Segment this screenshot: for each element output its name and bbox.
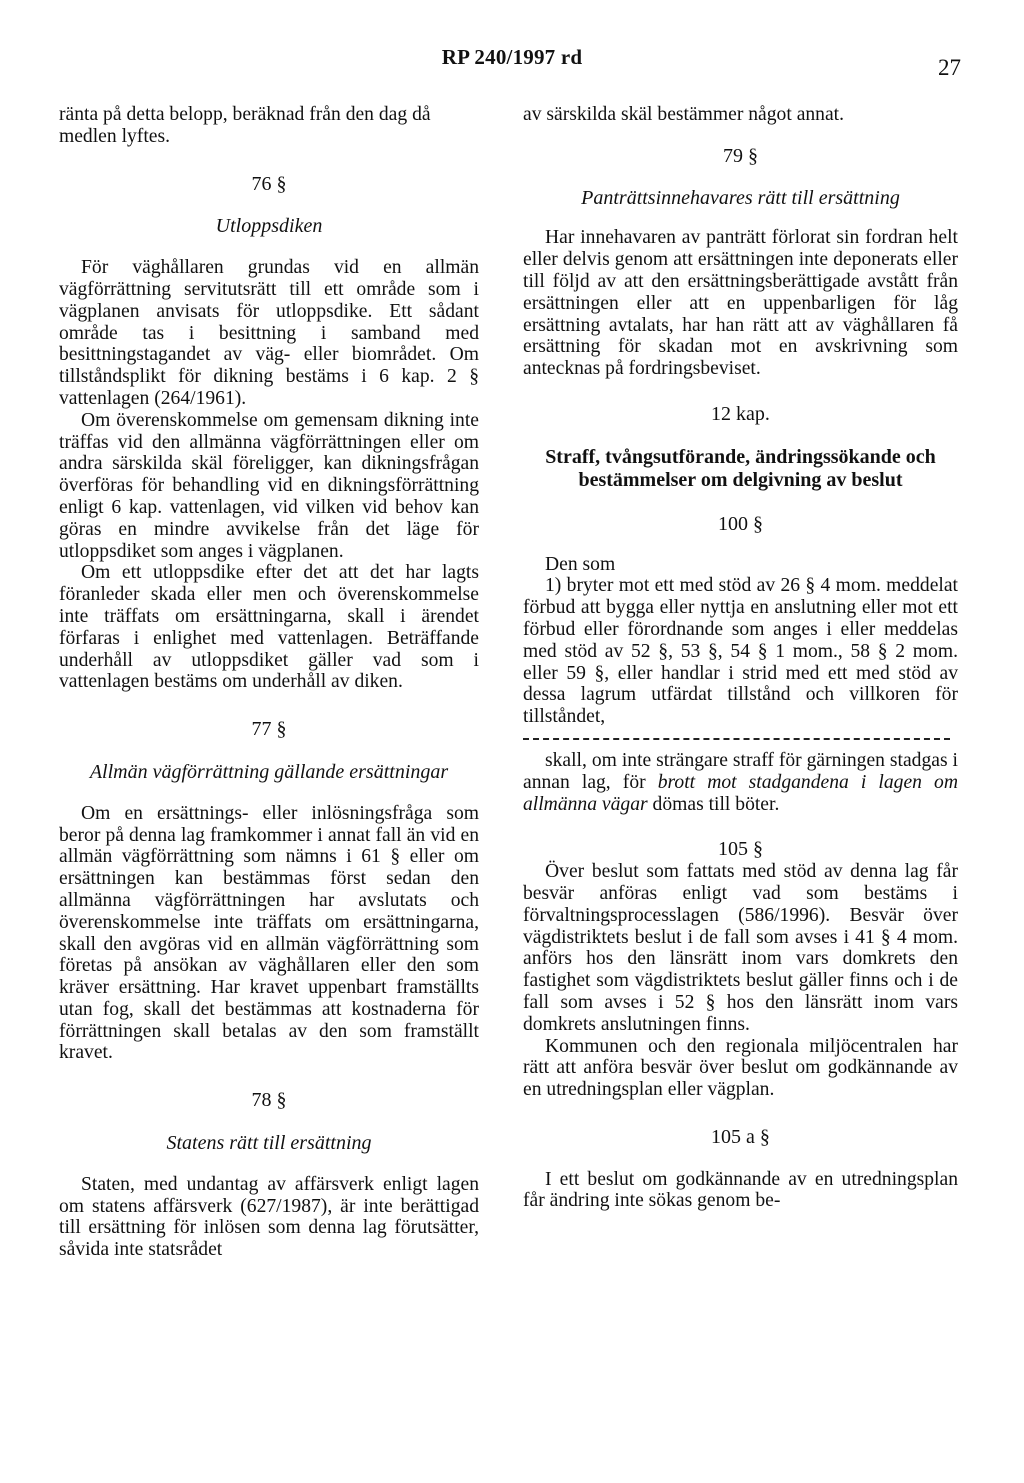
left-column xyxy=(59,104,479,1261)
chapter-title: Straff, tvångsutförande, ändringssökande och bestämmelser om delgivning av beslut xyxy=(545,445,936,491)
section-78-number: 78 § xyxy=(251,1089,287,1112)
right-column xyxy=(523,104,958,1212)
section-79-title: Panträttsinnehavares rätt till ersättning xyxy=(581,186,900,209)
section-76-paragraph-3: Om ett utloppsdike efter det att det har lagts föranleder skada eller men och överenskommelse inte träffats om ersättningarna, skall i ärendet förfaras i enlighet med vattenlagen. Beträffande underhåll av utloppsdiket gäller vad som i vattenlagen bestäms om underhåll av diken. xyxy=(59,562,479,693)
section-105-paragraph-2: Kommunen och den regionala miljöcentralen har rätt att anföra besvär över beslut om godkännande av en utredningsplan eller vägplan. xyxy=(523,1035,958,1101)
section-78-paragraph-1: Staten, med undantag av affärsverk enligt lagen om statens affärsverk (627/1987), är inte berättigad till ersättning för inlösen som denna lag förutsätter, såvida inte statsrådet xyxy=(59,1173,479,1261)
section-77-paragraph-1: Om en ersättnings- eller inlösningsfråga som beror på denna lag framkommer i annat fall än vid en allmän vägförrättning som nämns i 61 § eller om ersättningen kan bestämmas först sedan den allmänna vägförrättningen har avslutats och överenskommelse inte träffats om ersättningarna, skall den avgöras vid en allmän vägförrättning som företas på ansökan av väghållaren eller den som kräver ersättning. Har kravet uppenbart framställts utan fog, skall det bestämmas att kostnaderna för förrättningen skall betalas av den som framställt kravet. xyxy=(59,802,479,1064)
page-number: 27 xyxy=(938,55,961,80)
section-100-paragraph-1: Den som xyxy=(545,553,616,575)
continued-paragraph: av särskilda skäl bestämmer något annat. xyxy=(523,104,845,125)
section-100-p3-pre: skall, om inte strängare straff för gärningen stadgas i annan lag, för xyxy=(523,749,958,793)
section-100-paragraph-3 xyxy=(523,750,958,815)
section-76-title: Utloppsdiken xyxy=(215,215,323,238)
continued-paragraph: ränta på detta belopp, beräknad från den dag då medlen lyftes. xyxy=(59,104,431,147)
section-76-paragraph-2: Om överenskommelse om gemensam dikning inte träffas vid den allmänna vägförrättningen eller om andra särskilda skäl föreligger, kan dikningsfrågan överföras för behandling vid en dikningsförrättning enligt 6 kap. vattenlagen, vid vilken vid behov kan göras en mindre avvikelse från det läge för utloppsdiket som anges i vägplanen. xyxy=(59,409,479,562)
section-100-p3-post: dömas till böter. xyxy=(647,793,780,815)
section-78-title: Statens rätt till ersättning xyxy=(166,1132,372,1155)
running-header-title: RP 240/1997 rd xyxy=(441,45,583,69)
section-105-number: 105 § xyxy=(718,838,763,861)
section-100-paragraph-2: 1) bryter mot ett med stöd av 26 § 4 mom. meddelat förbud att bygga eller nyttja en anslutning eller mot ett förbud eller förordnande som anges i eller meddelas med stöd av 52 §, 53 §, 54 § 1 mom., 58 § 2 mom. eller 59 §, eller handlar i strid med ett med stöd av dessa lagrum utfärdat tillstånd och villkoren för tillståndet, xyxy=(523,575,958,728)
section-100-number: 100 § xyxy=(718,512,763,535)
section-105a-paragraph-1: I ett beslut om godkännande av en utredningsplan får ändring inte sökas genom be- xyxy=(523,1168,958,1212)
chapter-number: 12 kap. xyxy=(711,402,770,425)
section-77-number: 77 § xyxy=(251,718,287,741)
section-100-p3-emphasis: brott mot stadgandena i lagen om allmänna vägar xyxy=(523,771,958,815)
section-76-number: 76 § xyxy=(251,172,287,195)
section-76-paragraph-1: För väghållaren grundas vid en allmän vägförrättning servitutsrätt till ett område som i vägplanen anvisats för utloppsdike. Ett sådant område tas i besittning i samband med besittningstagandet av väg- eller biområdet. Om tillståndsplikt för dikning bestäms i 6 kap. 2 § vattenlagen (264/1961). xyxy=(59,257,479,409)
section-105-paragraph-1: Över beslut som fattats med stöd av denna lag får besvär anföras enligt vad som bestäms i förvaltningsprocesslagen (586/1996). Besvär över vägdistriktets beslut i de fall som avses i 41 § 4 mom. anförs hos den länsrätt inom vars domkrets den fastighet som vägdistriktets beslut gäller finns och i de fall som avses i 52 § hos den länsrätt inom vars domkrets anslutningen finns. xyxy=(523,861,958,1035)
section-105a-number: 105 a § xyxy=(711,1125,770,1148)
section-77-title: Allmän vägförrättning gällande ersättningar xyxy=(89,760,449,783)
section-79-paragraph-1: Har innehavaren av panträtt förlorat sin fordran helt eller delvis genom att ersättningen inte deponerats eller till följd av att den ersättningsberättigade avstått från ersättningen eller att en uppenbarligen för låg ersättning avtalats, har han rätt att av väghållaren få ersättning för skadan mot en avskrivning som antecknas på fordringsbeviset. xyxy=(523,227,958,380)
section-79-number: 79 § xyxy=(723,144,758,167)
